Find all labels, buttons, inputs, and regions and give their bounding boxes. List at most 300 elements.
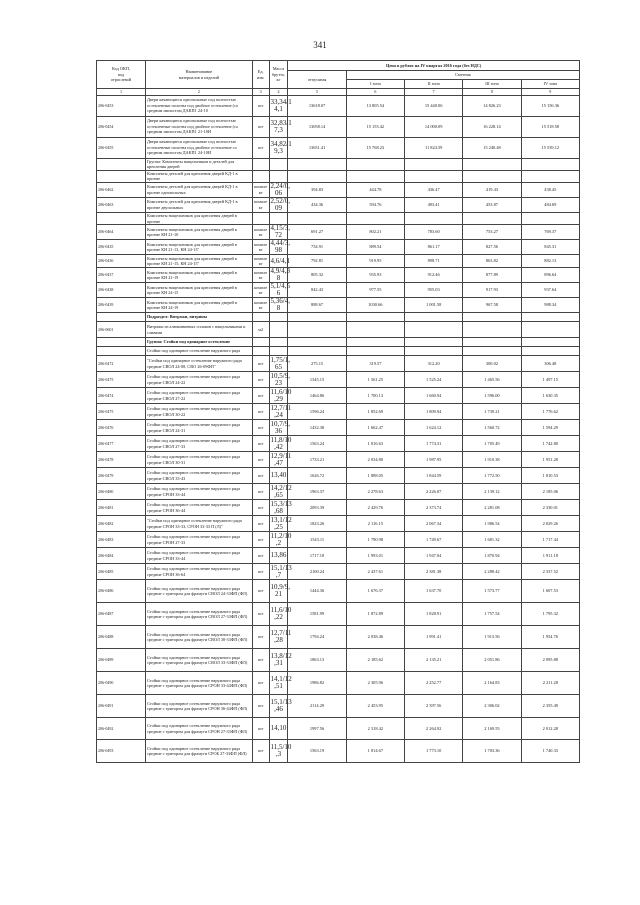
- table-row: [97, 649, 580, 672]
- cell-unit: шт: [252, 372, 269, 388]
- cell-price-zone-3: 2 169.55: [463, 718, 521, 740]
- header-index: 1: [97, 89, 146, 96]
- table-row: [97, 170, 580, 182]
- cell-price-zone-4: 15 539.12: [521, 137, 579, 158]
- cell-unit: шт: [252, 695, 269, 718]
- cell-price-zone-4: 845.31: [521, 240, 579, 255]
- cell-code: 206-0490: [97, 672, 146, 695]
- table-row: [97, 137, 580, 158]
- cell-price-zone-1: 1030.66: [346, 298, 404, 313]
- cell-price-base: 13058.14: [288, 116, 346, 137]
- cell-mass: [269, 313, 288, 322]
- cell-mass: 11,5/10 ,3: [269, 740, 288, 763]
- cell-price-zone-3: 453.87: [463, 197, 521, 212]
- cell-price-zone-3: 863.82: [463, 255, 521, 268]
- cell-price-zone-3: 967.58: [463, 298, 521, 313]
- cell-price-base: [288, 313, 346, 322]
- cell-price-base: 1986.82: [288, 672, 346, 695]
- header-zone-2: II зона: [405, 80, 463, 89]
- cell-code: [97, 158, 146, 170]
- cell-price-zone-4: 1 954.76: [521, 626, 579, 649]
- table-row: [97, 603, 580, 626]
- cell-price-zone-1: [346, 170, 404, 182]
- table-row: [97, 672, 580, 695]
- cell-code: 206-0493: [97, 740, 146, 763]
- cell-price-zone-3: 1 739.21: [463, 404, 521, 420]
- cell-unit: шт: [252, 95, 269, 116]
- table-row: [97, 468, 580, 484]
- header-index: 5: [288, 89, 346, 96]
- cell-price-zone-3: 877.89: [463, 268, 521, 283]
- cell-price-zone-3: 300.02: [463, 356, 521, 372]
- cell-price-zone-4: 882.13: [521, 255, 579, 268]
- cell-price-zone-1: 1 790.98: [346, 532, 404, 548]
- table-row: [97, 548, 580, 564]
- cell-mass: [269, 338, 288, 347]
- cell-price-zone-2: [405, 338, 463, 347]
- header-index: 6: [346, 89, 404, 96]
- cell-price-base: 434.36: [288, 197, 346, 212]
- cell-price-zone-3: 1 465.56: [463, 372, 521, 388]
- cell-name: Стойки под одинарное остекление наружного ряда средние СРОН 33-44: [145, 548, 252, 564]
- cell-mass: 1,75/1, 65: [270, 355, 290, 371]
- header-unit-line1: Ед.: [257, 68, 264, 74]
- cell-price-zone-2: 2 226.07: [405, 484, 463, 500]
- cell-unit: шт: [252, 356, 269, 372]
- cell-unit: шт: [252, 718, 269, 740]
- cell-unit: компле кт: [254, 255, 268, 267]
- cell-mass: [269, 322, 288, 338]
- cell-price-zone-1: 2 437.61: [346, 564, 404, 580]
- cell-price-zone-4: [521, 347, 579, 356]
- cell-name: Стойки под одинарное остекление наружного ряда средние с тритором для фрамуги СВОЛ 30-33ФП (ФЛ): [145, 626, 252, 649]
- cell-price-base: 691.27: [288, 225, 346, 240]
- cell-price-zone-4: 937.64: [521, 283, 579, 298]
- header-unit-line2: изм.: [256, 74, 265, 80]
- cell-price-zone-3: 2 164.83: [463, 672, 521, 695]
- cell-code: 206-0463: [97, 197, 146, 212]
- cell-unit: [252, 170, 269, 182]
- header-index: 9: [521, 89, 579, 96]
- cell-price-zone-1: [346, 313, 404, 322]
- cell-name: Стойки под одинарное остекление наружного ряда средние СРОН 36-64: [145, 564, 252, 580]
- cell-name: Стойки под одинарное остекление наружного ряда средние СРОН 27-33: [145, 532, 252, 548]
- table-row: [97, 516, 580, 532]
- cell-name: Стойки под одинарное остекление наружного ряда средние с тритором для фрамуги СВОЛ 24-33ФП (ФЛ): [145, 580, 252, 603]
- cell-price-zone-1: 802.21: [346, 225, 404, 240]
- cell-price-base: 275.15: [288, 356, 346, 372]
- cell-code: [97, 212, 146, 224]
- cell-price-zone-3: 16 228.14: [463, 116, 521, 137]
- cell-price-zone-3: 2 306.02: [463, 695, 521, 718]
- cell-price-base: 2100.24: [288, 564, 346, 580]
- cell-unit: шт: [252, 484, 269, 500]
- cell-unit: шт: [252, 672, 269, 695]
- cell-price-zone-4: 769.37: [521, 225, 579, 240]
- cell-price-zone-3: 419.43: [463, 182, 521, 197]
- cell-mass: 10,9/9, 21: [269, 580, 288, 603]
- header-code-line2: код: [117, 71, 125, 77]
- cell-price-zone-4: 1 951.28: [521, 452, 579, 468]
- cell-code: 206-0437: [97, 268, 146, 283]
- cell-price-zone-1: [346, 322, 404, 338]
- cell-price-base: [288, 158, 346, 170]
- table-row: [97, 268, 580, 283]
- cell-price-base: [288, 338, 346, 347]
- cell-price-zone-3: 753.27: [463, 225, 521, 240]
- cell-price-zone-4: [521, 158, 579, 170]
- cell-price-zone-2: 1 991.41: [405, 626, 463, 649]
- cell-price-base: 842.43: [288, 283, 346, 298]
- cell-price-base: 1794.24: [288, 626, 346, 649]
- table-row: [97, 580, 580, 603]
- cell-price-zone-2: 2 373.74: [405, 500, 463, 516]
- table-row: [97, 95, 580, 116]
- cell-unit: [252, 347, 269, 356]
- cell-price-base: [288, 212, 346, 224]
- cell-price-zone-1: 1 561.25: [346, 372, 404, 388]
- header-price-smeta: Сметная: [346, 71, 579, 80]
- cell-price-zone-1: 1 816.63: [346, 436, 404, 452]
- cell-price-zone-4: 1 911.18: [521, 548, 579, 564]
- cell-name: Комплекты нащельников для крепления дверей в проеме: [145, 212, 252, 224]
- cell-price-base: 1444.36: [288, 580, 346, 603]
- cell-price-zone-4: 1 776.62: [521, 404, 579, 420]
- cell-name: Комплекты деталей для крепления дверей КД-1 в проеме двупольных: [145, 197, 252, 212]
- cell-price-zone-2: [405, 158, 463, 170]
- cell-price-base: 1432.38: [288, 420, 346, 436]
- cell-code: [97, 347, 146, 356]
- cell-price-base: 1823.26: [288, 516, 346, 532]
- header-unit: [252, 61, 269, 89]
- cell-name: Стойки под одинарное остекление наружного ряда средние СВОЛ 30-22: [145, 404, 252, 420]
- cell-price-zone-3: 1 705.49: [463, 436, 521, 452]
- cell-price-zone-2: 2 264.92: [405, 718, 463, 740]
- cell-name: Двери качающиеся однопольные под полностью остекленные полотна под двойное остекление (со средним импостом ДАКП1 24-10: [145, 95, 252, 116]
- header-name: [145, 61, 252, 89]
- header-index: 7: [405, 89, 463, 96]
- cell-price-base: 13651.41: [288, 137, 346, 158]
- cell-price-zone-1: 2 185.62: [346, 649, 404, 672]
- cell-price-zone-3: 2 288.42: [463, 564, 521, 580]
- header-index: 8: [463, 89, 521, 96]
- cell-unit: шт: [252, 388, 269, 404]
- cell-mass: [269, 212, 288, 224]
- cell-unit: шт: [252, 516, 269, 532]
- cell-price-base: 1863.13: [288, 649, 346, 672]
- cell-price-zone-2: 1 828.91: [405, 603, 463, 626]
- cell-unit: шт: [252, 420, 269, 436]
- cell-unit: шт: [252, 564, 269, 580]
- header-code: [97, 61, 146, 89]
- cell-price-base: 1345.15: [288, 372, 346, 388]
- cell-name: Комплекты нащельников для крепления дверей в проеме КН 21-19: [145, 268, 252, 283]
- cell-unit: [252, 338, 269, 347]
- cell-unit: шт: [252, 436, 269, 452]
- cell-code: 206-0476: [97, 420, 146, 436]
- cell-mass: 15,3/13 ,68: [270, 499, 292, 515]
- cell-code: 206-0487: [97, 603, 146, 626]
- cell-price-zone-1: 977.55: [346, 283, 404, 298]
- cell-name: Стойки под одинарное остекление наружного ряда средние СВОЛ 24-22: [145, 372, 252, 388]
- cell-price-base: 1596.24: [288, 404, 346, 420]
- cell-price-zone-1: 1 852.69: [346, 404, 404, 420]
- table-row: [97, 313, 580, 322]
- cell-name: Стойки под одинарное остекление наружного ряда средние СРОН 33-44: [145, 484, 252, 500]
- cell-name: Двери качающиеся однопольные под полностью остекленные полотна под двойное остекление (со средним импостом ДАКП1 21-10И: [145, 116, 252, 137]
- table-row: [97, 283, 580, 298]
- cell-code: 206-0489: [97, 649, 146, 672]
- cell-price-zone-3: [463, 212, 521, 224]
- cell-name: "Стойки под одинарное остекление наружного ряда средние СРОН 33-33, СРОН 33-33 П (Л)": [145, 516, 252, 532]
- cell-price-zone-2: 1 624.12: [405, 420, 463, 436]
- cell-price-zone-2: 1 749.67: [405, 532, 463, 548]
- cell-price-zone-4: 1 594.29: [521, 420, 579, 436]
- cell-code: [97, 338, 146, 347]
- cell-code: 206-0462: [97, 182, 146, 197]
- cell-price-zone-2: [405, 322, 463, 338]
- table-row: [97, 404, 580, 420]
- table-row: [97, 116, 580, 137]
- cell-mass: 2,52/0, 09: [270, 196, 290, 212]
- cell-name: Стойки под одинарное остекление наружного ряда средние СВОЛ 27-33: [145, 436, 252, 452]
- cell-price-base: 805.32: [288, 268, 346, 283]
- cell-unit: [252, 313, 269, 322]
- cell-price-zone-4: 2 337.52: [521, 564, 579, 580]
- cell-mass: 5,36/4, 8: [270, 297, 290, 313]
- cell-mass: 14,10: [269, 718, 288, 740]
- table-row: [97, 452, 580, 468]
- cell-price-zone-4: 988.34: [521, 298, 579, 313]
- cell-price-zone-3: 1 681.32: [463, 532, 521, 548]
- cell-price-zone-1: 444.78: [346, 182, 404, 197]
- cell-price-zone-4: 1 717.44: [521, 532, 579, 548]
- table-row: [97, 255, 580, 268]
- cell-price-zone-1: 2 318.42: [346, 718, 404, 740]
- cell-code: 206-0475: [97, 404, 146, 420]
- cell-price-zone-1: 889.54: [346, 240, 404, 255]
- table-row: [97, 322, 580, 338]
- cell-price-zone-3: 1 913.56: [463, 626, 521, 649]
- table-row: [97, 695, 580, 718]
- cell-mass: [269, 158, 288, 170]
- cell-price-zone-4: 896.64: [521, 268, 579, 283]
- cell-price-zone-1: 2 278.63: [346, 484, 404, 500]
- cell-price-zone-3: [463, 170, 521, 182]
- cell-price-zone-1: 15 768.23: [346, 137, 404, 158]
- cell-name: Стойки под одинарное остекление наружного ряда средние с тритором для фрамуги СВОЛ 27-33ФП (ФЛ): [145, 603, 252, 626]
- cell-unit: компле кт: [252, 197, 269, 212]
- cell-code: 206-0453: [97, 95, 146, 116]
- cell-price-zone-2: 2 067.34: [405, 516, 463, 532]
- cell-price-zone-4: 2 029.26: [521, 516, 579, 532]
- cell-price-zone-2: 1 809.94: [405, 404, 463, 420]
- cell-code: 206-0488: [97, 626, 146, 649]
- cell-mass: 13,1/12 ,25: [270, 515, 292, 531]
- cell-price-zone-2: 1 844.59: [405, 468, 463, 484]
- cell-mass: 2,24/0, 06: [270, 181, 290, 197]
- cell-price-zone-2: 1 774.31: [405, 436, 463, 452]
- cell-mass: 33,34/1 4,1: [269, 95, 288, 116]
- cell-price-zone-4: 2 185.06: [521, 484, 579, 500]
- cell-price-zone-4: 1 810.53: [521, 468, 579, 484]
- cell-price-zone-4: [521, 338, 579, 347]
- cell-mass: 11,8/10 ,42: [270, 435, 292, 451]
- cell-mass: 13,40: [269, 468, 288, 484]
- cell-unit: шт: [252, 649, 269, 672]
- table-row: [97, 298, 580, 313]
- cell-code: 206-0436: [97, 255, 146, 268]
- cell-unit: шт: [252, 532, 269, 548]
- cell-price-zone-4: 1 742.80: [521, 436, 579, 452]
- cell-price-base: 1733.21: [288, 452, 346, 468]
- cell-price-zone-1: 319.57: [346, 356, 404, 372]
- table-body: [97, 95, 580, 763]
- cell-unit: шт: [252, 603, 269, 626]
- cell-price-base: 1626.72: [288, 468, 346, 484]
- cell-mass: 32,83/1 7,3: [269, 116, 288, 137]
- cell-price-zone-3: 1 870.94: [463, 548, 521, 564]
- cell-price-zone-2: 783.60: [405, 225, 463, 240]
- cell-code: 206-0479: [97, 468, 146, 484]
- table-row: [97, 740, 580, 763]
- header-mass-line3: кг: [276, 77, 281, 83]
- cell-mass: 11,6/10 ,29: [270, 387, 292, 403]
- cell-unit: шт: [252, 500, 269, 516]
- cell-price-zone-4: 1 607.53: [521, 580, 579, 603]
- cell-price-zone-1: 2 305.96: [346, 672, 404, 695]
- cell-price-zone-2: [405, 170, 463, 182]
- cell-price-zone-1: 2 116.15: [346, 516, 404, 532]
- cell-name: Комплекты нащельников для крепления дверей в проеме КН 24-19: [145, 298, 252, 313]
- header-mass-line1: Масса: [272, 66, 285, 72]
- cell-price-zone-3: 827.56: [463, 240, 521, 255]
- cell-name: Комплекты нащельников для крепления дверей в проеме КН 21-15, КН 24-15": [145, 255, 252, 268]
- cell-mass: 34,82/1 9,3: [269, 137, 288, 158]
- cell-code: 206-0454: [97, 116, 146, 137]
- cell-unit: шт: [252, 404, 269, 420]
- cell-price-base: 2093.39: [288, 500, 346, 516]
- cell-name: Стойки под одинарное остекление наружного ряда: [145, 347, 252, 356]
- cell-code: 206-0486: [97, 580, 146, 603]
- cell-code: 206-0477: [97, 436, 146, 452]
- cell-price-zone-1: 1 662.47: [346, 420, 404, 436]
- cell-mass: 10,7/9, 36: [270, 419, 290, 435]
- cell-price-base: 1997.56: [288, 718, 346, 740]
- cell-price-zone-1: 1 993.01: [346, 548, 404, 564]
- cell-code: [97, 313, 146, 322]
- cell-mass: 12,7/11 ,24: [270, 403, 292, 419]
- cell-name: Комплекты деталей для крепления дверей КД-1 в проеме однопольных: [145, 182, 252, 197]
- cell-mass: 10,5/9, 23: [270, 371, 290, 387]
- header-code-line1: Код ОКП,: [111, 66, 131, 72]
- cell-price-zone-4: [521, 322, 579, 338]
- cell-code: 206-0485: [97, 564, 146, 580]
- cell-code: 206-0481: [97, 500, 146, 516]
- cell-unit: компле кт: [252, 283, 269, 298]
- cell-name: Стойки под одинарное остекление наружного ряда средние СРОН 36-44: [145, 500, 252, 516]
- cell-unit: шт: [252, 740, 269, 763]
- cell-price-zone-1: 2 038.46: [346, 626, 404, 649]
- cell-price-zone-2: 898.71: [405, 255, 463, 268]
- cell-unit: шт: [252, 116, 269, 137]
- cell-price-zone-4: 2 211.28: [521, 672, 579, 695]
- cell-price-zone-2: 312.20: [405, 356, 463, 372]
- table-row: [97, 158, 580, 170]
- cell-mass: 11,6/10 ,22: [269, 603, 288, 626]
- cell-price-zone-4: 15 156.36: [521, 95, 579, 116]
- cell-name: Стойки под одинарное остекление наружного ряда средние с тритором для фрамуги СРОН 36-44ФП (ФЛ): [145, 695, 252, 718]
- cell-unit: [252, 158, 269, 170]
- table-row: [97, 182, 580, 197]
- cell-price-zone-1: 594.76: [346, 197, 404, 212]
- cell-code: 206-0435: [97, 240, 146, 255]
- cell-price-zone-2: 436.47: [405, 182, 463, 197]
- cell-name: Стойки под одинарное остекление наружного ряда средние с тритором для фрамуги СРОБ 27-33ФП (ФЛ): [145, 740, 252, 763]
- cell-code: 206-0601: [97, 322, 146, 338]
- table-row: [97, 338, 580, 347]
- table-row: [97, 388, 580, 404]
- cell-name: Группа: Стойки под одинарное остекление: [145, 338, 252, 347]
- table-row: [97, 347, 580, 356]
- cell-mass: 12,7/11 ,28: [269, 626, 288, 649]
- cell-unit: шт: [252, 548, 269, 564]
- cell-code: 206-0484: [97, 548, 146, 564]
- cell-price-zone-1: 2 453.95: [346, 695, 404, 718]
- cell-price-zone-2: 493.41: [405, 197, 463, 212]
- cell-unit: шт: [252, 626, 269, 649]
- cell-price-zone-3: [463, 158, 521, 170]
- table-row: [97, 532, 580, 548]
- cell-price-zone-4: 484.69: [521, 197, 579, 212]
- cell-mass: 15,1/13 ,7: [270, 563, 292, 579]
- cell-name: Стойки под одинарное остекление наружного ряда средние СВОЛ 24-31: [145, 420, 252, 436]
- cell-unit: компле кт: [252, 298, 269, 313]
- cell-code: 206-0439: [97, 298, 146, 313]
- cell-price-zone-3: 15 240.48: [463, 137, 521, 158]
- cell-unit: шт: [252, 468, 269, 484]
- cell-code: 206-0475: [97, 372, 146, 388]
- cell-name: Стойки под одинарное остекление наружного ряда средние с тритором для фрамуги СРОН 33-44ФП (ФЛ): [145, 672, 252, 695]
- cell-code: 206-0482: [97, 516, 146, 532]
- cell-unit: компле кт: [252, 225, 269, 240]
- header-name-line2: материалов и изделий: [178, 74, 219, 80]
- table-row: [97, 718, 580, 740]
- header-price-base: отпускная: [288, 71, 346, 89]
- cell-mass: 13,86: [269, 548, 288, 564]
- cell-code: 206-0438: [97, 283, 146, 298]
- cell-price-zone-1: 1 872.89: [346, 603, 404, 626]
- header-zone-1: I зона: [346, 80, 404, 89]
- cell-name: Стойки под одинарное остекление наружного ряда средние СВОЛ 33-43: [145, 468, 252, 484]
- header-mass-line2: брутто,: [271, 71, 286, 77]
- cell-price-base: 792.81: [288, 255, 346, 268]
- cell-price-zone-3: 1 573.77: [463, 580, 521, 603]
- cell-code: 206-0483: [97, 532, 146, 548]
- cell-price-base: 13618.07: [288, 95, 346, 116]
- header-zone-3: III зона: [463, 80, 521, 89]
- cell-price-zone-1: 935.93: [346, 268, 404, 283]
- cell-name: Двери качающиеся однопольные под полностью остекленные полотна под двойное остекление со средним импостом ДАКП1 24-10И: [145, 137, 252, 158]
- cell-price-base: [288, 170, 346, 182]
- cell-name: Стойки под одинарное остекление наружного ряда средние с тритором для фрамуги СВОЛ 33-33ФП (ФЛ): [145, 649, 252, 672]
- cell-price-zone-4: 1 630.35: [521, 388, 579, 404]
- cell-price-zone-1: 1 676.37: [346, 580, 404, 603]
- cell-price-zone-2: 955.03: [405, 283, 463, 298]
- cell-mass: 4,44/3, 98: [270, 239, 290, 255]
- header-zone-4: IV зона: [521, 80, 579, 89]
- cell-price-zone-4: 2 095.88: [521, 649, 579, 672]
